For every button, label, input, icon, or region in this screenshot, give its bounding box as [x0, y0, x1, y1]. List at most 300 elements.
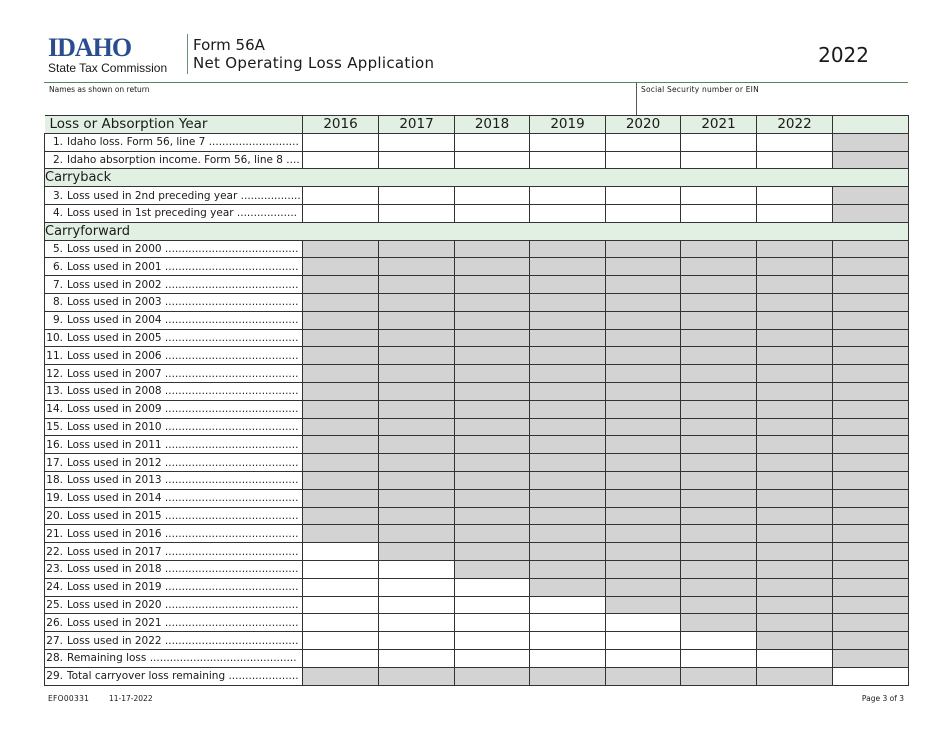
shaded-cell [833, 418, 909, 436]
shaded-cell [833, 507, 909, 525]
entry-cell[interactable] [681, 151, 757, 169]
shaded-cell [606, 525, 681, 543]
entry-cell[interactable] [303, 151, 379, 169]
shaded-cell [303, 418, 379, 436]
shaded-cell [379, 382, 455, 400]
line-number: 23. [46, 563, 63, 576]
shaded-cell [833, 489, 909, 507]
shaded-cell [379, 667, 455, 685]
shaded-cell [303, 667, 379, 685]
row-label [45, 365, 303, 383]
line-description: Idaho loss. Form 56, line 7 ........................... [67, 136, 299, 149]
entry-cell[interactable] [303, 632, 379, 650]
shaded-cell [379, 240, 455, 258]
line-description: Loss used in 2nd preceding year .................. [67, 189, 301, 202]
shaded-cell [833, 649, 909, 667]
entry-cell[interactable] [379, 133, 455, 151]
shaded-cell [379, 258, 455, 276]
shaded-cell [681, 400, 757, 418]
shaded-cell [379, 293, 455, 311]
line-number: 15. [46, 420, 63, 433]
table-row [45, 133, 909, 151]
shaded-cell [303, 489, 379, 507]
entry-cell[interactable] [681, 204, 757, 222]
row-label [45, 649, 303, 667]
shaded-cell [303, 471, 379, 489]
entry-cell[interactable] [303, 614, 379, 632]
row-label [45, 240, 303, 258]
entry-cell[interactable] [606, 632, 681, 650]
line-number: 28. [46, 652, 63, 665]
shaded-cell [455, 400, 530, 418]
entry-cell[interactable] [757, 204, 833, 222]
shaded-cell [757, 347, 833, 365]
shaded-cell [530, 543, 606, 561]
taxpayer-info-row [44, 82, 908, 116]
shaded-cell [455, 329, 530, 347]
page-number: Page 3 of 3 [861, 694, 904, 703]
shaded-cell [606, 347, 681, 365]
shaded-cell [833, 187, 909, 205]
shaded-cell [303, 329, 379, 347]
shaded-cell [757, 240, 833, 258]
shaded-cell [379, 276, 455, 294]
line-number: 20. [46, 509, 63, 522]
line-description: Loss used in 1st preceding year .................. [67, 207, 297, 220]
table-row [45, 258, 909, 276]
entry-cell[interactable] [455, 632, 530, 650]
field-divider [636, 83, 637, 116]
shaded-cell [530, 667, 606, 685]
table-row [45, 187, 909, 205]
logo-wordmark: IDAHO [48, 33, 132, 62]
tax-year: 2022 [818, 43, 869, 67]
entry-cell[interactable] [606, 204, 681, 222]
shaded-cell [530, 347, 606, 365]
table-row [45, 365, 909, 383]
table-row [45, 632, 909, 650]
line-description: Loss used in 2006 ........................................ [67, 349, 299, 362]
shaded-cell [681, 329, 757, 347]
nol-table [44, 115, 909, 686]
total-header [833, 116, 909, 134]
shaded-cell [681, 507, 757, 525]
row-label [45, 204, 303, 222]
line-description: Loss used in 2005 ........................................ [67, 331, 299, 344]
line-number: 11. [46, 349, 63, 362]
entry-cell[interactable] [530, 204, 606, 222]
line-number: 6. [52, 260, 63, 273]
table-row [45, 525, 909, 543]
shaded-cell [303, 436, 379, 454]
line-description: Loss used in 2022 ........................................ [67, 634, 299, 647]
shaded-cell [681, 365, 757, 383]
shaded-cell [379, 454, 455, 472]
line-description: Loss used in 2000 ........................................ [67, 242, 299, 255]
shaded-cell [833, 276, 909, 294]
entry-cell[interactable] [757, 151, 833, 169]
shaded-cell [303, 365, 379, 383]
row-label [45, 258, 303, 276]
line-number: 22. [46, 545, 63, 558]
entry-cell[interactable] [455, 151, 530, 169]
line-description: Loss used in 2016 ........................................ [67, 527, 299, 540]
shaded-cell [833, 436, 909, 454]
line-number: 5. [52, 242, 63, 255]
line-number: 26. [46, 616, 63, 629]
shaded-cell [606, 471, 681, 489]
form-title: Net Operating Loss Application [193, 54, 435, 72]
shaded-cell [379, 489, 455, 507]
shaded-cell [606, 560, 681, 578]
line-number: 14. [46, 403, 63, 416]
entry-cell[interactable] [606, 187, 681, 205]
line-description: Loss used in 2013 ........................................ [67, 474, 299, 487]
shaded-cell [833, 471, 909, 489]
shaded-cell [303, 382, 379, 400]
row-label [45, 578, 303, 596]
shaded-cell [530, 525, 606, 543]
entry-cell[interactable] [303, 596, 379, 614]
shaded-cell [757, 471, 833, 489]
table-row [45, 293, 909, 311]
entry-cell[interactable] [379, 578, 455, 596]
line-number: 19. [46, 492, 63, 505]
entry-cell[interactable] [530, 632, 606, 650]
shaded-cell [757, 418, 833, 436]
line-description: Loss used in 2010 ........................................ [67, 420, 299, 433]
shaded-cell [606, 489, 681, 507]
shaded-cell [530, 436, 606, 454]
shaded-cell [757, 525, 833, 543]
entry-cell[interactable] [303, 578, 379, 596]
shaded-cell [757, 400, 833, 418]
line-description: Idaho absorption income. Form 56, line 8 .... [67, 153, 300, 166]
shaded-cell [530, 329, 606, 347]
entry-cell[interactable] [681, 649, 757, 667]
line-description: Loss used in 2003 ........................................ [67, 296, 299, 309]
line-description: Loss used in 2011 ........................................ [67, 438, 299, 451]
shaded-cell [833, 560, 909, 578]
shaded-cell [606, 436, 681, 454]
line-description: Loss used in 2001 ........................................ [67, 260, 299, 273]
entry-cell[interactable] [606, 614, 681, 632]
line-description: Loss used in 2018 ........................................ [67, 563, 299, 576]
shaded-cell [606, 382, 681, 400]
line-description: Loss used in 2021 ........................................ [67, 616, 299, 629]
shaded-cell [833, 151, 909, 169]
shaded-cell [833, 365, 909, 383]
entry-cell[interactable] [379, 649, 455, 667]
line-number: 10. [46, 331, 63, 344]
shaded-cell [606, 507, 681, 525]
row-label [45, 311, 303, 329]
shaded-cell [303, 525, 379, 543]
shaded-cell [530, 471, 606, 489]
row-label [45, 187, 303, 205]
table-row [45, 560, 909, 578]
shaded-cell [303, 276, 379, 294]
section-heading: Carryforward [45, 222, 909, 240]
line-number: 29. [46, 670, 63, 683]
shaded-cell [833, 240, 909, 258]
entry-cell[interactable] [303, 649, 379, 667]
entry-cell[interactable] [455, 187, 530, 205]
line-description: Loss used in 2014 ........................................ [67, 492, 299, 505]
shaded-cell [379, 329, 455, 347]
shaded-cell [833, 329, 909, 347]
entry-cell[interactable] [303, 560, 379, 578]
shaded-cell [455, 311, 530, 329]
table-title: Loss or Absorption Year [45, 116, 303, 134]
shaded-cell [681, 347, 757, 365]
entry-cell[interactable] [379, 187, 455, 205]
shaded-cell [833, 614, 909, 632]
table-row [45, 240, 909, 258]
shaded-cell [455, 525, 530, 543]
entry-cell[interactable] [379, 204, 455, 222]
shaded-cell [303, 347, 379, 365]
year-header-2017: 2017 [379, 116, 455, 134]
shaded-cell [757, 329, 833, 347]
line-number: 9. [52, 314, 63, 327]
line-number: 8. [52, 296, 63, 309]
shaded-cell [833, 382, 909, 400]
table-row [45, 347, 909, 365]
table-row [45, 489, 909, 507]
shaded-cell [681, 418, 757, 436]
shaded-cell [379, 471, 455, 489]
ssn-field-label: Social Security number or EIN [641, 85, 759, 94]
row-label [45, 329, 303, 347]
shaded-cell [303, 507, 379, 525]
entry-cell[interactable] [530, 133, 606, 151]
shaded-cell [606, 667, 681, 685]
entry-cell[interactable] [455, 614, 530, 632]
shaded-cell [606, 293, 681, 311]
row-label [45, 151, 303, 169]
shaded-cell [530, 276, 606, 294]
entry-cell[interactable] [379, 632, 455, 650]
line-description: Loss used in 2004 ........................................ [67, 314, 299, 327]
shaded-cell [681, 258, 757, 276]
entry-cell[interactable] [530, 649, 606, 667]
shaded-cell [379, 365, 455, 383]
line-description: Loss used in 2020 ........................................ [67, 598, 299, 611]
line-number: 12. [46, 367, 63, 380]
line-description: Loss used in 2012 ........................................ [67, 456, 299, 469]
shaded-cell [757, 311, 833, 329]
shaded-cell [833, 454, 909, 472]
entry-cell[interactable] [303, 133, 379, 151]
line-description: Loss used in 2008 ........................................ [67, 385, 299, 398]
shaded-cell [757, 578, 833, 596]
table-row [45, 204, 909, 222]
row-label [45, 614, 303, 632]
row-label [45, 507, 303, 525]
entry-cell[interactable] [379, 151, 455, 169]
revision-date: 11-17-2022 [109, 694, 153, 703]
entry-cell[interactable] [757, 133, 833, 151]
entry-cell[interactable] [455, 649, 530, 667]
row-label [45, 560, 303, 578]
shaded-cell [530, 311, 606, 329]
line-number: 18. [46, 474, 63, 487]
row-label [45, 436, 303, 454]
line-number: 21. [46, 527, 63, 540]
row-label [45, 400, 303, 418]
shaded-cell [530, 400, 606, 418]
shaded-cell [757, 632, 833, 650]
line-number: 16. [46, 438, 63, 451]
entry-cell[interactable] [530, 151, 606, 169]
shaded-cell [455, 667, 530, 685]
entry-cell[interactable] [606, 649, 681, 667]
entry-cell[interactable] [530, 614, 606, 632]
shaded-cell [379, 347, 455, 365]
row-label [45, 525, 303, 543]
entry-cell[interactable] [530, 596, 606, 614]
entry-cell[interactable] [379, 596, 455, 614]
row-label [45, 418, 303, 436]
entry-cell[interactable] [681, 133, 757, 151]
shaded-cell [681, 311, 757, 329]
table-row [45, 276, 909, 294]
shaded-cell [757, 436, 833, 454]
shaded-cell [681, 578, 757, 596]
shaded-cell [379, 507, 455, 525]
entry-cell[interactable] [303, 543, 379, 561]
shaded-cell [455, 418, 530, 436]
line-number: 4. [52, 207, 63, 220]
entry-cell[interactable] [606, 133, 681, 151]
shaded-cell [530, 489, 606, 507]
shaded-cell [681, 382, 757, 400]
line-number: 7. [52, 278, 63, 291]
shaded-cell [757, 276, 833, 294]
table-row [45, 382, 909, 400]
entry-cell[interactable] [455, 133, 530, 151]
shaded-cell [757, 365, 833, 383]
row-label [45, 454, 303, 472]
shaded-cell [303, 454, 379, 472]
names-field-label: Names as shown on return [49, 85, 150, 94]
shaded-cell [606, 258, 681, 276]
shaded-cell [530, 258, 606, 276]
shaded-cell [833, 596, 909, 614]
shaded-cell [379, 311, 455, 329]
shaded-cell [757, 560, 833, 578]
line-description: Loss used in 2007 ........................................ [67, 367, 299, 380]
shaded-cell [833, 258, 909, 276]
year-header-2019: 2019 [530, 116, 606, 134]
form-number: Form 56A [193, 36, 265, 54]
shaded-cell [833, 525, 909, 543]
line-number: 24. [46, 581, 63, 594]
entry-cell[interactable] [530, 187, 606, 205]
entry-cell[interactable] [681, 632, 757, 650]
entry-cell[interactable] [681, 187, 757, 205]
shaded-cell [379, 436, 455, 454]
shaded-cell [530, 560, 606, 578]
table-row [45, 329, 909, 347]
shaded-cell [681, 614, 757, 632]
line-number: 2. [52, 153, 63, 166]
entry-cell[interactable] [379, 614, 455, 632]
section-heading-row [45, 169, 909, 187]
shaded-cell [606, 240, 681, 258]
table-row [45, 311, 909, 329]
shaded-cell [455, 543, 530, 561]
entry-cell[interactable] [303, 187, 379, 205]
shaded-cell [303, 293, 379, 311]
line-description: Loss used in 2009 ........................................ [67, 403, 299, 416]
year-header-2022: 2022 [757, 116, 833, 134]
entry-cell[interactable] [379, 560, 455, 578]
entry-cell[interactable] [757, 187, 833, 205]
shaded-cell [833, 204, 909, 222]
table-row [45, 471, 909, 489]
entry-cell[interactable] [833, 667, 909, 685]
table-row [45, 507, 909, 525]
shaded-cell [606, 543, 681, 561]
entry-cell[interactable] [303, 204, 379, 222]
shaded-cell [379, 543, 455, 561]
shaded-cell [455, 382, 530, 400]
entry-cell[interactable] [757, 649, 833, 667]
row-label [45, 667, 303, 685]
table-row [45, 400, 909, 418]
entry-cell[interactable] [455, 578, 530, 596]
shaded-cell [606, 454, 681, 472]
shaded-cell [379, 400, 455, 418]
line-number: 25. [46, 598, 63, 611]
header-divider [187, 34, 188, 74]
shaded-cell [303, 400, 379, 418]
shaded-cell [455, 560, 530, 578]
shaded-cell [530, 293, 606, 311]
shaded-cell [530, 382, 606, 400]
entry-cell[interactable] [455, 596, 530, 614]
shaded-cell [833, 347, 909, 365]
shaded-cell [455, 489, 530, 507]
logo-subtitle: State Tax Commission [48, 61, 168, 75]
form-code: EFO00331 [48, 694, 90, 703]
row-label [45, 347, 303, 365]
line-description: Loss used in 2015 ........................................ [67, 509, 299, 522]
shaded-cell [681, 276, 757, 294]
shaded-cell [606, 596, 681, 614]
section-heading: Carryback [45, 169, 909, 187]
year-header-2018: 2018 [455, 116, 530, 134]
shaded-cell [681, 525, 757, 543]
shaded-cell [757, 543, 833, 561]
entry-cell[interactable] [606, 151, 681, 169]
shaded-cell [833, 133, 909, 151]
table-row [45, 454, 909, 472]
shaded-cell [757, 489, 833, 507]
shaded-cell [530, 507, 606, 525]
line-description: Total carryover loss remaining ..................... [67, 670, 299, 683]
shaded-cell [303, 240, 379, 258]
shaded-cell [379, 418, 455, 436]
entry-cell[interactable] [455, 204, 530, 222]
shaded-cell [681, 293, 757, 311]
shaded-cell [455, 436, 530, 454]
shaded-cell [303, 258, 379, 276]
row-label [45, 632, 303, 650]
shaded-cell [455, 347, 530, 365]
